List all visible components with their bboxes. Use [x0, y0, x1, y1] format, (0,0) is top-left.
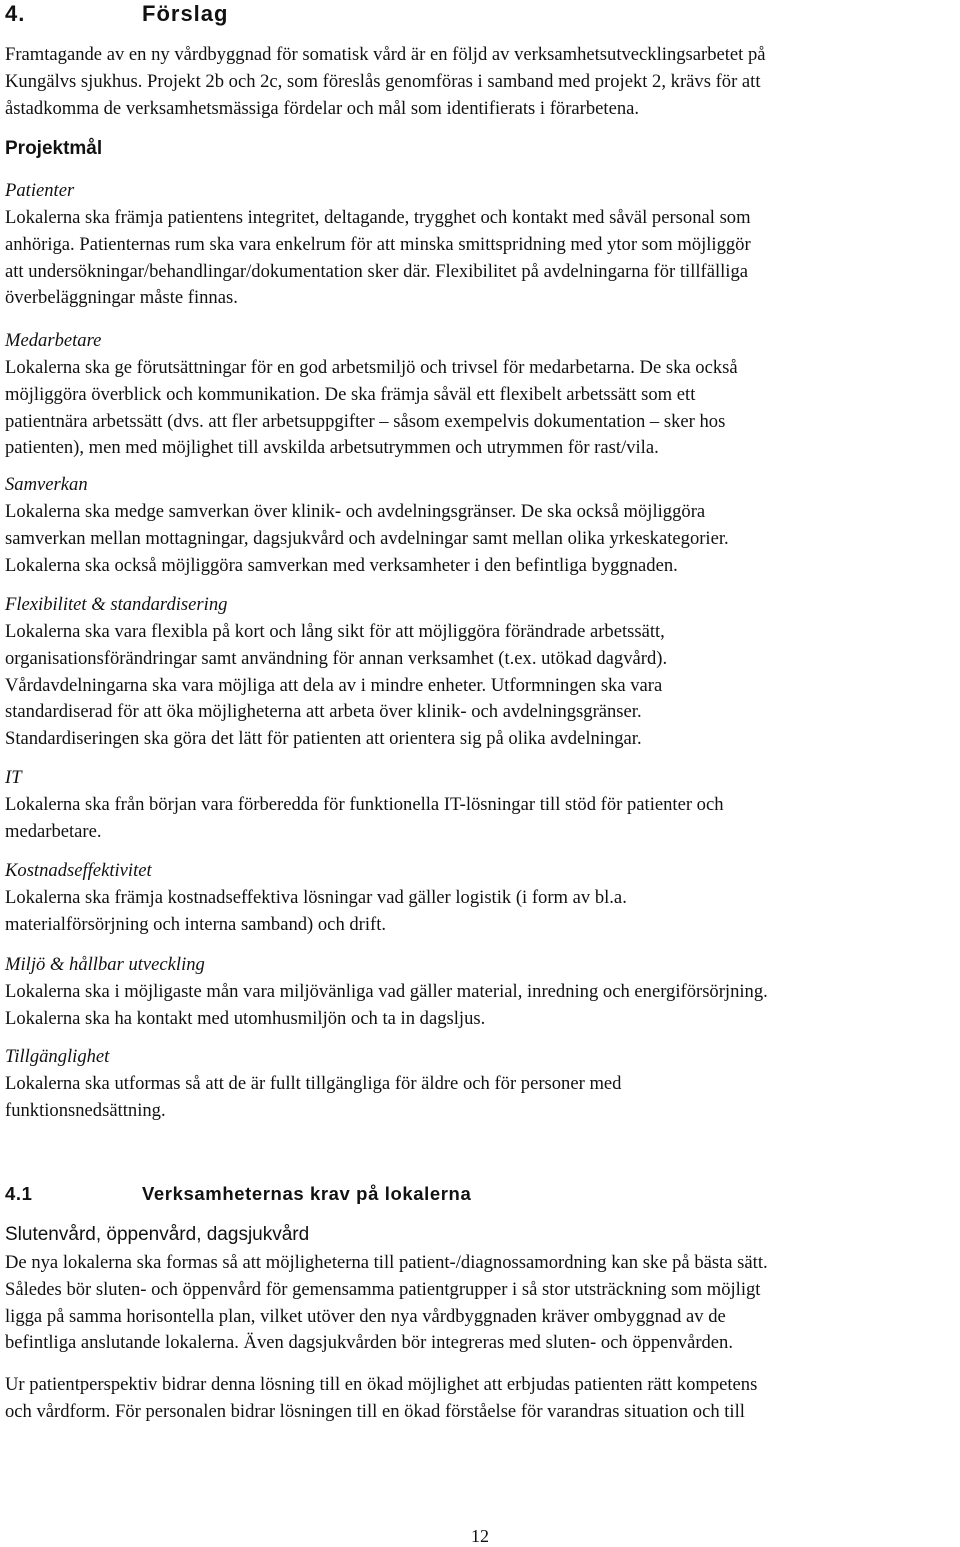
section-number: 4. [5, 1, 26, 26]
intro-paragraph: Framtagande av en ny vårdbyggnad för somatisk vård är en följd av verksamhetsutvecklingsarbetet på Kungälvs sjukhus. Projekt 2b och 2c, som föreslås genomföras i samband med projekt 2, krävs för att åstadkomma de verksamhetsmässiga fördelar och mål som identifierats i förarbetena. [5, 44, 766, 119]
goal-title-kostnadseffektivitet: Kostnadseffektivitet [5, 860, 152, 881]
goal-title-it: IT [5, 767, 22, 788]
goal-text-medarbetare: Lokalerna ska ge förutsättningar för en god arbetsmiljö och trivsel för medarbetarna. De ska också möjliggöra överblick och kommunikation. De ska främja såväl ett flexibelt arbetssätt som ett patientnära arbetssätt (dvs. att fler arbetsuppgifter – såsom exempelvis dokumentation – sker hos patienten), men med möjlighet till avskilda arbetsutrymmen och utrymmen för rast/vila. [5, 357, 738, 459]
subsection-title: Verksamheternas krav på lokalerna [142, 1183, 472, 1204]
goal-text-kostnadseffektivitet: Lokalerna ska främja kostnadseffektiva lösningar vad gäller logistik (i form av bl.a. materialförsörjning och interna samband) och drift. [5, 887, 627, 935]
goal-text-samverkan: Lokalerna ska medge samverkan över klinik- och avdelningsgränser. De ska också möjliggöra samverkan mellan mottagningar, dagsjukvård och avdelningar samt mellan olika yrkeskategorier. Lokalerna ska också möjliggöra samverkan med verksamheter i den befintliga byggnaden. [5, 501, 729, 576]
goal-text-tillganglighet: Lokalerna ska utformas så att de är fullt tillgängliga för äldre och för personer med funktionsnedsättning. [5, 1073, 622, 1121]
subsection-heading [5, 1181, 960, 1207]
goal-title-tillganglighet: Tillgänglighet [5, 1046, 110, 1067]
goal-title-miljo: Miljö & hållbar utveckling [5, 954, 205, 975]
goal-title-patienter: Patienter [5, 180, 75, 201]
care-paragraph-1: De nya lokalerna ska formas så att möjligheterna till patient-/diagnossamordning kan ske på bästa sätt. Således bör sluten- och öppenvård för gemensamma patientgrupper i så stor utsträckning som möjligt ligga på samma horisontella plan, vilket utöver den nya vårdbyggnaden kräver ombyggnad av de befintliga anslutande lokalerna. Även dagsjukvården bör integreras med sluten- och öppenvården. [5, 1252, 768, 1354]
goal-text-it: Lokalerna ska från början vara förberedda för funktionella IT-lösningar till stöd för patienter och medarbetare. [5, 794, 724, 842]
section-title: Förslag [142, 1, 229, 26]
page-number: 12 [471, 1526, 489, 1546]
section-heading [5, 0, 960, 28]
goal-text-flexibilitet: Lokalerna ska vara flexibla på kort och lång sikt för att möjliggöra förändrade arbetssätt, organisationsförändringar samt användning för annan verksamhet (t.ex. utökad dagvård). Vårdavdelningarna ska vara möjliga att dela av i mindre enheter. Utformningen ska vara standardiserad för att öka möjligheterna att arbeta över klinik- och avdelningsgränser. Standardiseringen ska göra det lätt för patienten att orientera sig på olika avdelningar. [5, 621, 668, 750]
goal-title-flexibilitet: Flexibilitet & standardisering [5, 594, 228, 615]
goal-text-patienter: Lokalerna ska främja patientens integritet, deltagande, trygghet och kontakt med såväl personal som anhöriga. Patienternas rum ska vara enkelrum för att minska smittspridning med ytor som möjliggör att undersökningar/behandlingar/dokumentation sker där. Flexibilitet på avdelningarna för tillfälliga överbeläggningar måste finnas. [5, 207, 751, 309]
care-heading: Slutenvård, öppenvård, dagsjukvård [5, 1224, 310, 1245]
goal-text-miljo: Lokalerna ska i möjligaste mån vara miljövänliga vad gäller material, inredning och energiförsörjning. Lokalerna ska ha kontakt med utomhusmiljön och ta in dagsljus. [5, 981, 768, 1029]
subsection-number: 4.1 [5, 1183, 33, 1204]
goal-title-medarbetare: Medarbetare [5, 330, 102, 351]
goal-title-samverkan: Samverkan [5, 474, 88, 495]
care-paragraph-2: Ur patientperspektiv bidrar denna lösning till en ökad möjlighet att erbjudas patienten rätt kompetens och vårdform. För personalen bidrar lösningen till en ökad förståelse för varandras situation och till [5, 1374, 758, 1422]
goals-heading: Projektmål [5, 138, 103, 159]
